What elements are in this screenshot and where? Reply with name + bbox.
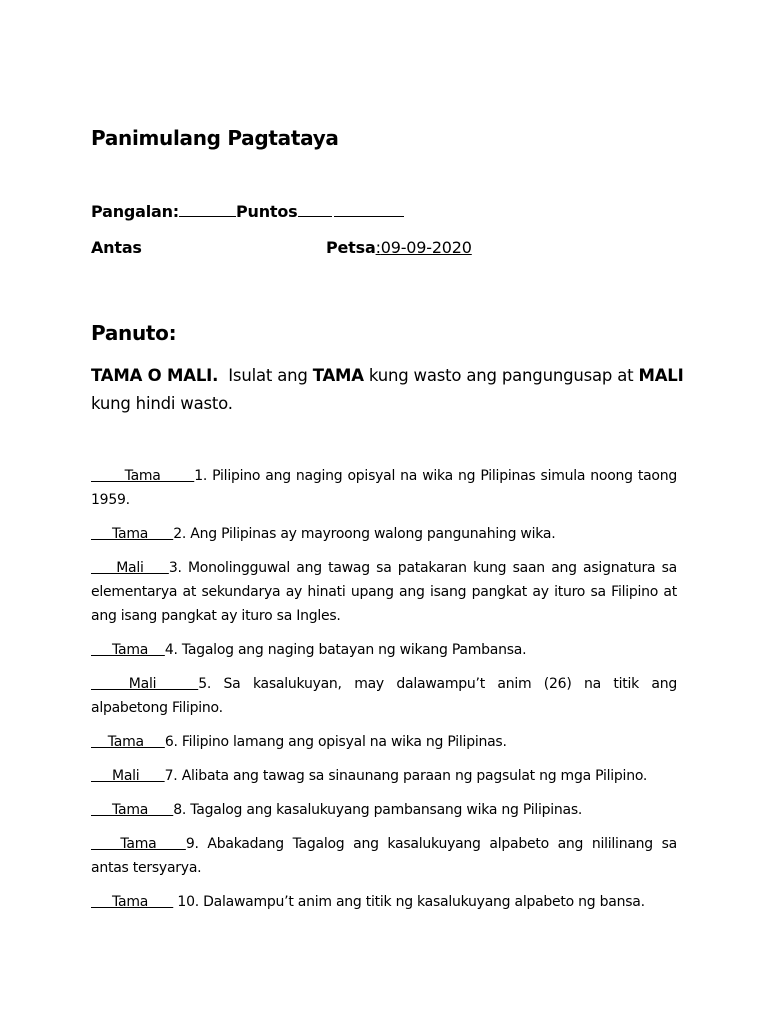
petsa-field bbox=[326, 238, 472, 257]
petsa-label: Petsa bbox=[326, 238, 376, 257]
instruction-part2: Isulat ang bbox=[218, 366, 313, 385]
question-list bbox=[91, 464, 677, 924]
instruction-part4: kung wasto ang pangungusap at bbox=[363, 366, 639, 385]
answer-blank-6[interactable]: Tama bbox=[91, 734, 165, 750]
question-item-2 bbox=[91, 522, 677, 546]
question-text-2: 2. Ang Pilipinas ay mayroong walong pangunahing wika. bbox=[173, 526, 556, 542]
question-item-7 bbox=[91, 764, 677, 788]
question-item-8 bbox=[91, 798, 677, 822]
question-item-1 bbox=[91, 464, 677, 512]
pangalan-blank[interactable] bbox=[179, 201, 236, 217]
petsa-colon: : bbox=[375, 238, 381, 257]
answer-blank-7[interactable]: Mali bbox=[91, 768, 165, 784]
question-text-1: 1. Pilipino ang naging opisyal na wika ng Pilipinas simula noong taong 1959. bbox=[91, 468, 677, 508]
panuto-heading: Panuto: bbox=[91, 321, 177, 345]
answer-blank-4[interactable]: Tama bbox=[91, 642, 165, 658]
question-text-7: 7. Alibata ang tawag sa sinaunang paraan ng pagsulat ng mga Pilipino. bbox=[164, 768, 648, 784]
question-text-4: 4. Tagalog ang naging batayan ng wikang Pambansa. bbox=[164, 642, 527, 658]
question-text-8: 8. Tagalog ang kasalukuyang pambansang wika ng Pilipinas. bbox=[173, 802, 583, 818]
question-text-9: 9. Abakadang Tagalog ang kasalukuyang alpabeto ang nililinang sa antas tersyarya. bbox=[91, 836, 677, 876]
question-text-5: 5. Sa kasalukuyan, may dalawampu’t anim (26) na titik ang alpabetong Filipino. bbox=[91, 676, 677, 716]
answer-blank-8[interactable]: Tama bbox=[91, 802, 174, 818]
puntos-label: Puntos bbox=[236, 202, 298, 221]
question-text-10: 10. Dalawampu’t anim ang titik ng kasalukuyang alpabeto ng bansa. bbox=[173, 894, 645, 910]
question-item-5 bbox=[91, 672, 677, 720]
question-item-6 bbox=[91, 730, 677, 754]
answer-blank-3[interactable]: Mali bbox=[91, 560, 169, 576]
instruction-text bbox=[91, 362, 691, 418]
antas-date-line bbox=[91, 238, 491, 257]
answer-blank-2[interactable]: Tama bbox=[91, 526, 174, 542]
pangalan-label: Pangalan: bbox=[91, 202, 180, 221]
question-item-10 bbox=[91, 890, 677, 914]
answer-blank-5[interactable]: Mali bbox=[91, 676, 199, 692]
answer-blank-10[interactable]: Tama bbox=[91, 894, 174, 910]
question-item-4 bbox=[91, 638, 677, 662]
puntos-blank-1[interactable] bbox=[298, 201, 332, 217]
instruction-part1: TAMA O MALI. bbox=[91, 366, 219, 385]
answer-blank-1[interactable]: Tama bbox=[91, 468, 195, 484]
antas-label: Antas bbox=[91, 238, 142, 257]
instruction-part6: kung hindi wasto. bbox=[91, 394, 233, 413]
instruction-part5: MALI bbox=[638, 366, 684, 385]
question-item-9 bbox=[91, 832, 677, 880]
question-text-3: 3. Monolingguwal ang tawag sa patakaran kung saan ang asignatura sa elementarya at sekundarya ay hinati upang ang isang pangkat ay ituro sa Filipino at ang isang pangkat ay ituro sa Ingles. bbox=[91, 560, 677, 624]
answer-blank-9[interactable]: Tama bbox=[91, 836, 186, 852]
puntos-blank-2[interactable] bbox=[334, 201, 404, 217]
instruction-part3: TAMA bbox=[312, 366, 364, 385]
question-item-3 bbox=[91, 556, 677, 628]
petsa-value: 09-09-2020 bbox=[380, 238, 472, 257]
name-score-line bbox=[91, 201, 404, 221]
question-text-6: 6. Filipino lamang ang opisyal na wika ng Pilipinas. bbox=[164, 734, 507, 750]
document-title: Panimulang Pagtataya bbox=[91, 126, 339, 150]
